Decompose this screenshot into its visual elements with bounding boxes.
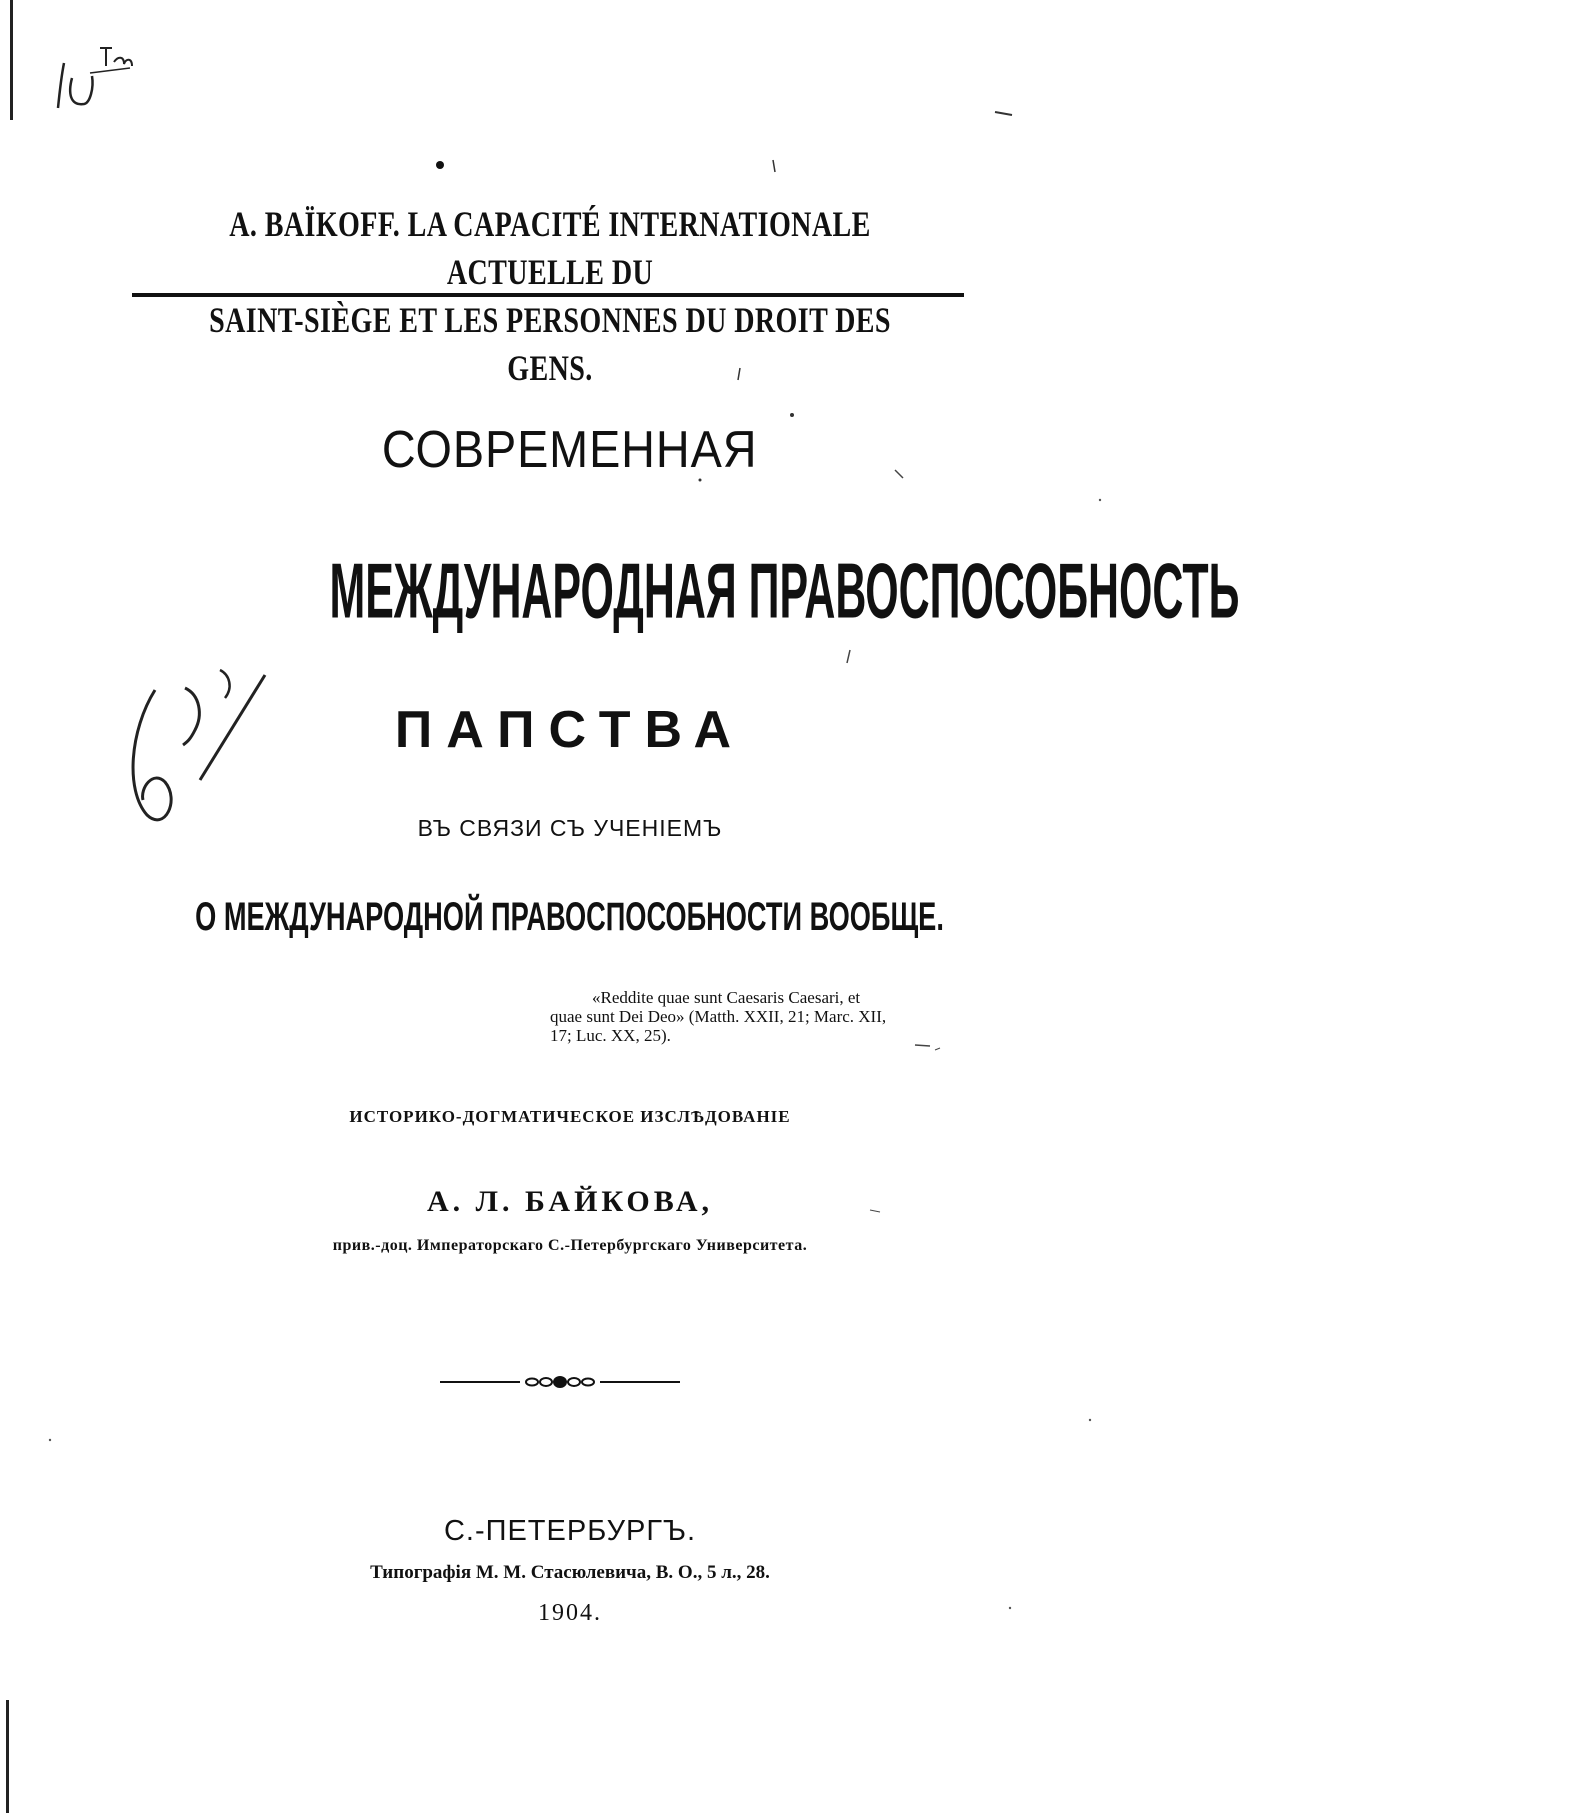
handwritten-shelf-mark	[50, 18, 140, 118]
subtitle-line2	[0, 895, 1140, 940]
title-rule	[132, 293, 964, 297]
scan-margin-line	[10, 0, 14, 120]
main-title-line2-text: МЕЖДУНАРОДНАЯ ПРАВОСПОСОБНОСТЬ	[329, 546, 1240, 635]
epigraph-line1: «Reddite quae sunt Caesaris Caesari, et	[592, 988, 861, 1007]
author-affiliation: прив.-доц. Императорскаго С.-Петербургскаго Университета.	[332, 1237, 808, 1254]
epigraph-line2: quae sunt Dei Deo» (Matth. XXII, 21; Marc. XII,	[550, 1007, 887, 1026]
genre-label: ИСТОРИКО-ДОГМАТИЧЕСКОЕ ИЗСЛѢДОВАНІЕ	[349, 1107, 791, 1126]
subtitle-line2-text: О МЕЖДУНАРОДНОЙ ПРАВОСПОСОБНОСТИ ВООБЩЕ.	[195, 895, 945, 939]
subtitle-line1: ВЪ СВЯЗИ СЪ УЧЕНІЕМЪ	[417, 815, 723, 841]
epigraph-line3: 17; Luc. XX, 25).	[550, 1026, 671, 1045]
epigraph	[550, 988, 970, 1045]
main-title-line3: ПАПСТВА	[394, 701, 746, 759]
imprint-printer: Типографія М. М. Стасюлевича, В. О., 5 л., 28.	[370, 1562, 770, 1583]
imprint-city: С.-ПЕТЕРБУРГЪ.	[443, 1515, 697, 1547]
decorative-ornament	[440, 1375, 680, 1389]
main-title-line1-text: СОВРЕМЕННАЯ	[382, 421, 758, 479]
scan-margin-line-bottom	[6, 1700, 10, 1813]
main-title-line2	[0, 546, 1240, 635]
french-title-line1: A. BAÏKOFF. LA CAPACITÉ INTERNATIONALE ACTUELLE DU	[229, 204, 871, 292]
main-title-line1	[0, 420, 1140, 480]
french-title-line2: SAINT-SIÈGE ET LES PERSONNES DU DROIT DES GENS.	[209, 300, 891, 388]
imprint-year: 1904.	[538, 1600, 602, 1626]
author-name: А. Л. БАЙКОВА,	[426, 1185, 714, 1218]
